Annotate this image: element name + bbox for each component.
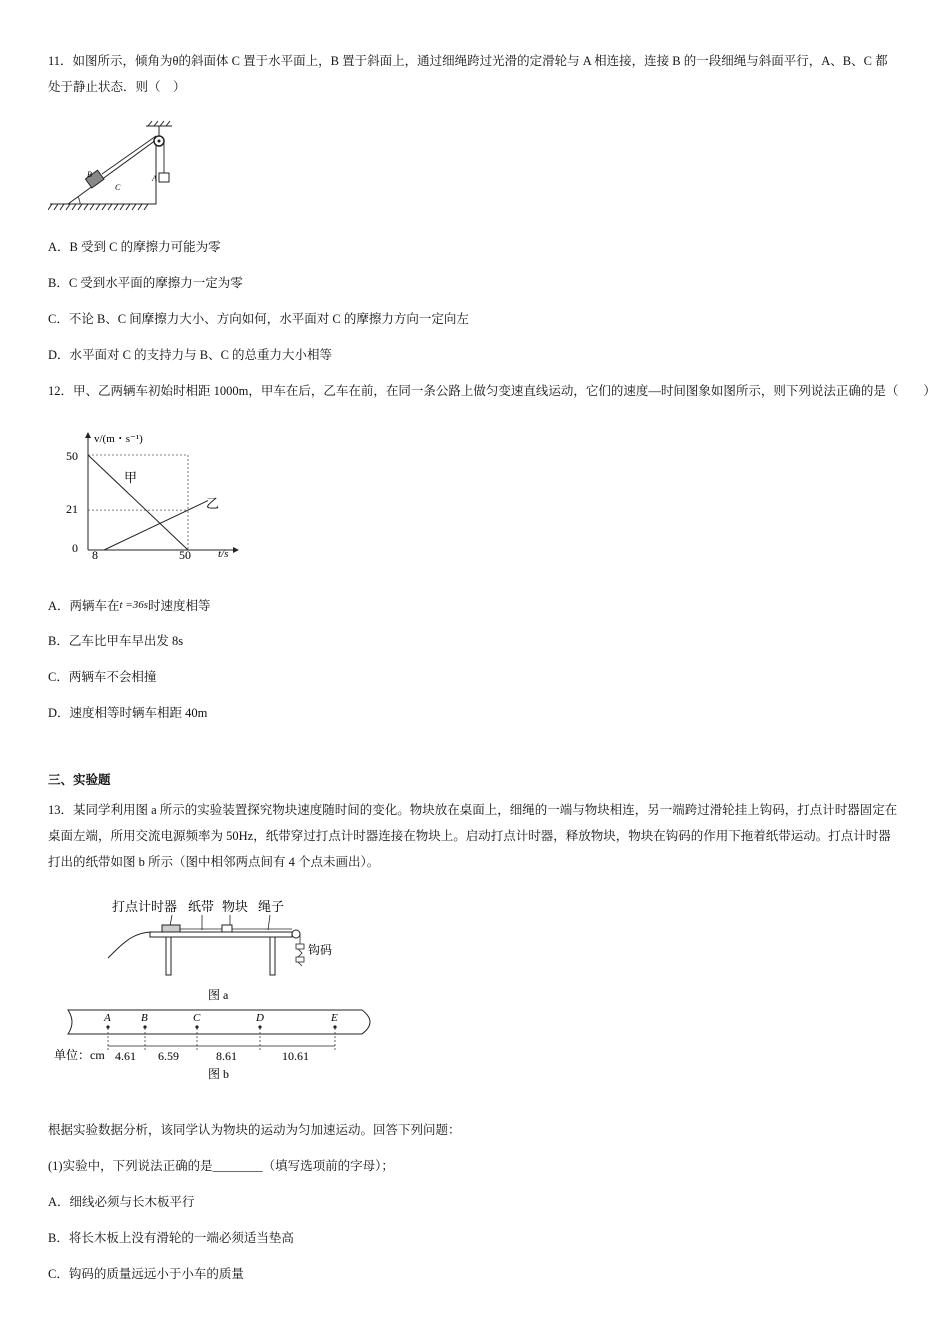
q11-figure [48,118,178,212]
y-tick-21: 21 [66,502,78,516]
table-leg-left [166,937,171,975]
section-heading: 三、实验题 [48,773,111,787]
y-axis-label: v/(m・s⁻¹) [94,433,143,445]
series-yi-line [104,501,208,550]
timer [162,925,180,932]
point-a-label: A [104,1012,111,1024]
q13-option-a: A．细线必须与长木板平行 [48,1195,195,1209]
block [222,925,232,932]
q13-option-c: C．钩码的质量远远小于小车的质量 [48,1267,244,1281]
q13-option-b: B．将长木板上没有滑轮的一端必须适当垫高 [48,1231,294,1245]
point-d-label: D [256,1012,264,1024]
x-tick-8: 8 [92,548,98,562]
label-yi: 乙 [206,496,220,511]
point-e-label: E [331,1012,338,1024]
q12-option-a-suffix: 时速度相等 [148,599,211,613]
segment-cd: 8.61 [216,1049,237,1063]
point-b-label: B [141,1012,148,1024]
unit-label: 单位：cm [54,1048,105,1062]
label-jia: 甲 [124,470,138,485]
label-a: A [152,174,157,183]
paper-tape [68,1010,370,1034]
segment-ab: 4.61 [115,1049,136,1063]
incline-c [68,140,156,204]
segment-bc: 6.59 [158,1049,179,1063]
series-jia-line [88,455,188,550]
q13-analysis: 根据实验数据分析，该同学认为物块的运动为匀加速运动。回答下列问题： [48,1123,461,1137]
label-rope: 绳子 [258,899,285,914]
q12-option-a [48,596,902,615]
label-timer: 打点计时器 [112,899,178,914]
label-block: 物块 [222,899,249,914]
origin-label: 0 [72,541,78,555]
q12-option-c: C．两辆车不会相撞 [48,670,157,684]
q13-stem: 13．某同学利用图 a 所示的实验装置探究物块速度随时间的变化。物块放在桌面上，细绳的一端与物块相连，另一端跨过滑轮挂上钩码，打点计时器固定在桌面左端，所用交流电源频率为 50Hz，纸带穿过打点计时器连接在物块上。启动打点计时器，释放物块，物块在钩码的作用下拖着纸带运动。打点计时器打出的纸带如图 b 所示（图中相邻两点间有 4 个点未画出）。 [48,803,898,869]
label-tape: 纸带 [188,899,215,914]
rope-incline [102,136,156,174]
x-tick-50: 50 [179,548,191,562]
x-axis-label: t/s [218,548,229,560]
q11-stem: 11．如图所示，倾角为θ的斜面体 C 置于水平面上，B 置于斜面上，通过细绳跨过光滑的定滑轮与 A 相连接，连接 B 的一段细绳与斜面平行，A、B、C 都处于静止状态．则（ ） [48,54,888,94]
q11-option-d: D．水平面对 C 的支持力与 B、C 的总重力大小相等 [48,348,333,362]
q12-vt-chart [58,425,248,565]
ceiling-hatch [146,121,172,136]
q12-stem: 12．甲、乙两辆车初始时相距 1000m，甲车在后，乙车在前，在同一条公路上做匀变速直线运动，它们的速度—时间图象如图所示，则下列说法正确的是（ ） [48,384,936,398]
q13-sub1: (1)实验中，下列说法正确的是________（填写选项前的字母）； [48,1159,394,1173]
q13-figure-b [52,1006,382,1086]
label-weight: 钩码 [308,943,333,957]
q11-option-b: B．C 受到水平面的摩擦力一定为零 [48,276,243,290]
pulley [292,930,300,938]
point-c-label: C [193,1012,201,1024]
ground-hatch [48,204,150,210]
label-c: C [115,183,121,192]
caption-figure-b: 图 b [208,1067,230,1081]
table-top [150,932,292,937]
label-b: B [87,170,92,179]
q12-option-a-formula: t =36s [119,599,149,611]
q12-option-a-prefix: A．两辆车在 [48,599,120,613]
q12-option-d: D．速度相等时辆车相距 40m [48,706,208,720]
block-a [159,173,169,182]
table-leg-right [270,937,275,975]
q13-figure-a [100,896,350,1006]
q11-option-a: A．B 受到 C 的摩擦力可能为零 [48,240,221,254]
q11-option-c: C．不论 B、C 间摩擦力大小、方向如何，水平面对 C 的摩擦力方向一定向左 [48,312,469,326]
segment-de: 10.61 [282,1049,309,1063]
y-tick-50: 50 [66,449,78,463]
q12-option-b: B．乙车比甲车早出发 8s [48,634,184,648]
caption-figure-a: 图 a [208,988,229,1002]
